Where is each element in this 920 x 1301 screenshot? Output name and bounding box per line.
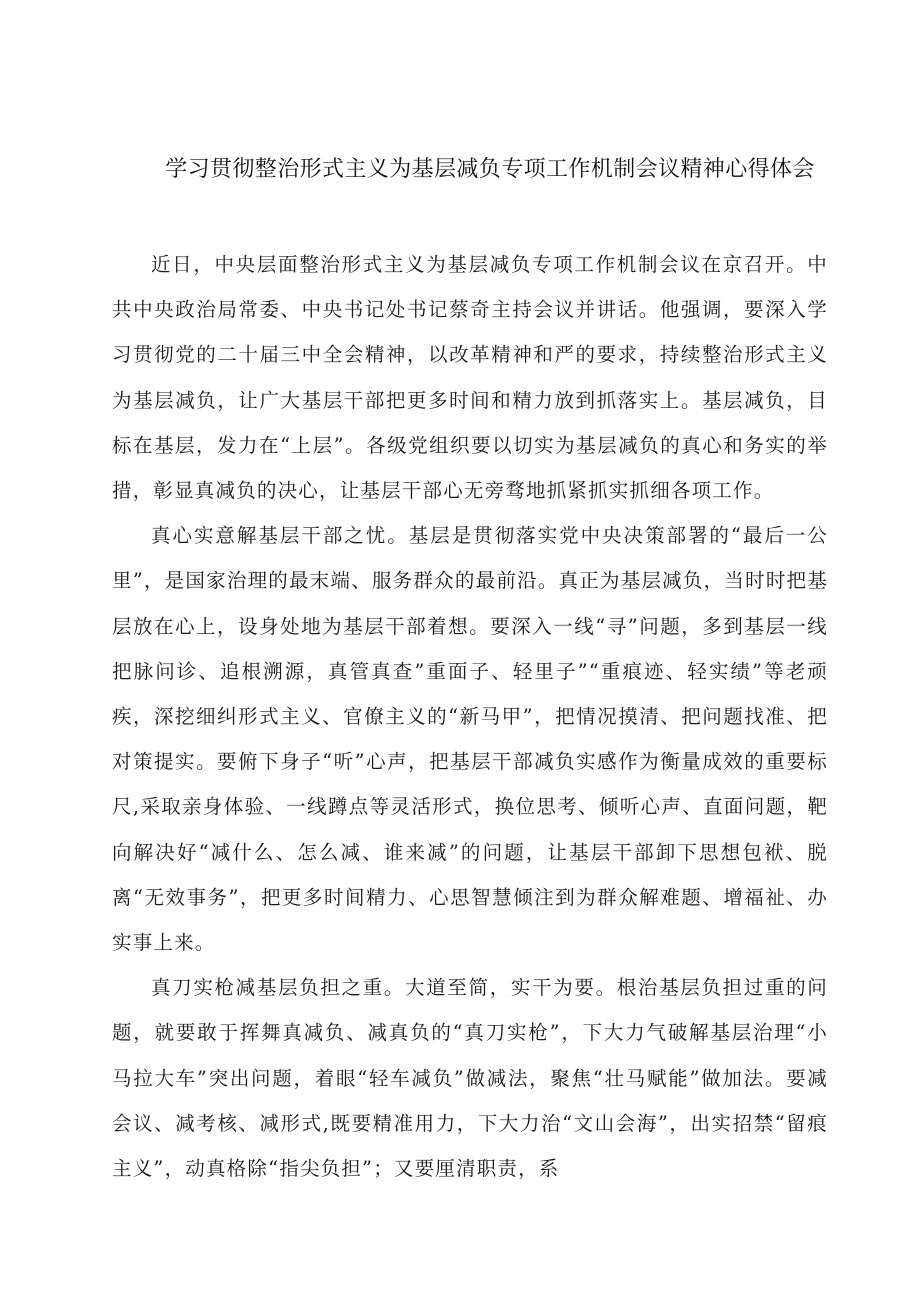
paragraph-3: 真刀实枪减基层负担之重。大道至简，实干为要。根治基层负担过重的问题，就要敢于挥舞真减负、减真负的“真刀实枪”，下大力气破解基层治理“小马拉大车”突出问题，着眼“轻车减负”做减法，聚焦“壮马赋能”做加法。要减会议、减考核、减形式,既要精准用力，下大力治“文山会海”，出实招禁“留痕主义”，动真格除“指尖负担”；又要厘清职责，系	[112, 976, 828, 1181]
paragraph-1: 近日，中央层面整治形式主义为基层减负专项工作机制会议在京召开。中共中央政治局常委、中央书记处书记蔡奇主持会议并讲话。他强调，要深入学习贯彻党的二十届三中全会精神，以改革精神和严的要求，持续整治形式主义为基层减负，让广大基层干部把更多时间和精力放到抓落实上。基层减负，目标在基层，发力在“上层”。各级党组织要以切实为基层减负的真心和务实的举措，彰显真减负的决心，让基层干部心无旁骛地抓紧抓实抓细各项工作。	[112, 253, 828, 503]
paragraph-2: 真心实意解基层干部之忧。基层是贯彻落实党中央决策部署的“最后一公里”，是国家治理的最末端、服务群众的最前沿。真正为基层减负，当时时把基层放在心上，设身处地为基层干部着想。要深入一线“寻”问题，多到基层一线把脉问诊、追根溯源，真管真查”重面子、轻里子”“重痕迹、轻实绩”等老顽疾，深挖细纠形式主义、官僚主义的“新马甲”，把情况摸清、把问题找准、把对策提实。要俯下身子“听”心声，把基层干部减负实感作为衡量成效的重要标尺,采取亲身体验、一线蹲点等灵活形式，换位思考、倾听心声、直面问题，靶向解决好“减什么、怎么减、谁来减”的问题，让基层干部卸下思想包袱、脱离“无效事务”，把更多时间精力、心思智慧倾注到为群众解难题、增福祉、办实事上来。	[112, 524, 828, 955]
document-title: 学习贯彻整治形式主义为基层减负专项工作机制会议精神心得体会	[165, 157, 815, 182]
document-body	[112, 242, 828, 1191]
